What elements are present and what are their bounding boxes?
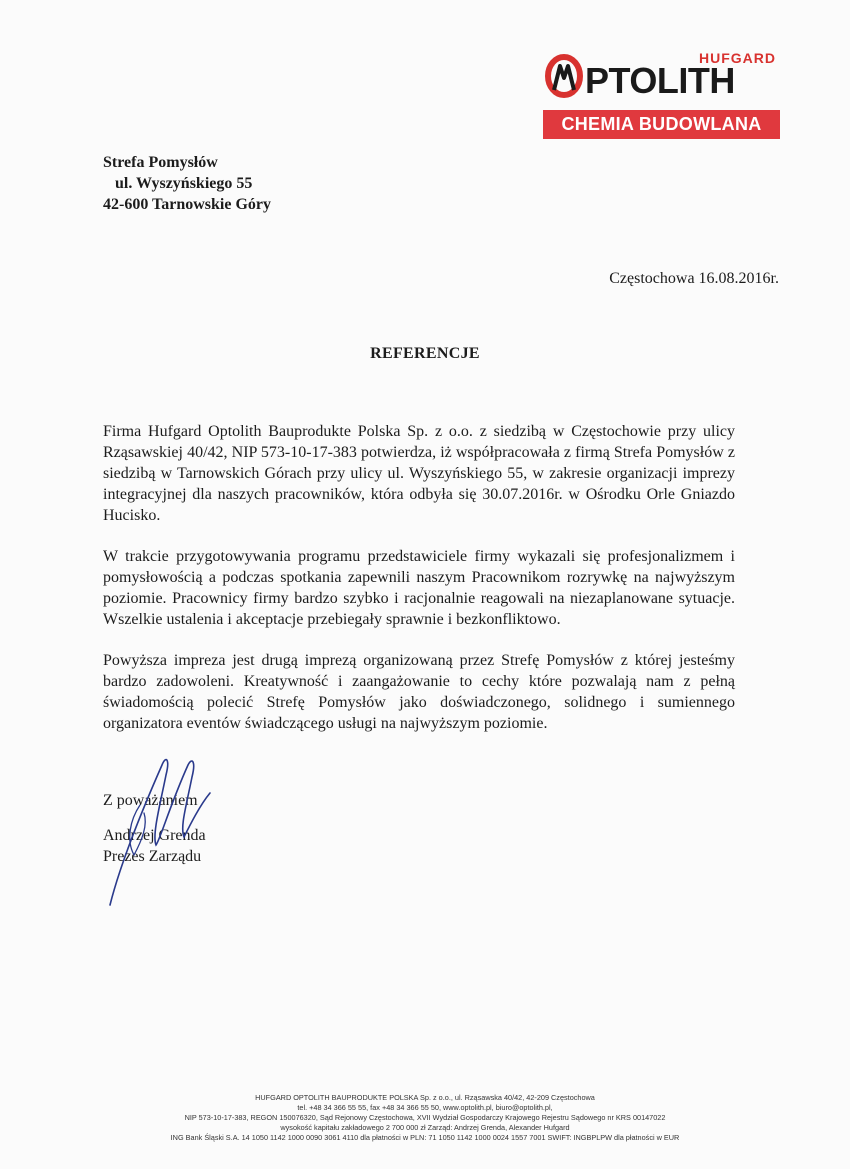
logo-top: [543, 50, 780, 104]
letter-date: Częstochowa 16.08.2016r.: [609, 270, 779, 287]
company-logo: [543, 50, 780, 140]
recipient-address: [103, 152, 271, 215]
closing-greeting: Z poważaniem: [103, 792, 198, 809]
footer-line: wysokość kapitału zakładowego 2 700 000 zł Zarząd: Andrzej Grenda, Alexander Hufgard: [280, 1123, 570, 1132]
logo-wordmark: PTOLITH: [585, 60, 735, 101]
body-paragraph: W trakcie przygotowywania programu przedstawiciele firmy wykazali się profesjonalizmem i pomysłowością a podczas spotkania zapewnili naszym Pracownikom rozrywkę na najwyższym poziomie. Pracownicy firmy bardzo szybko i racjonalnie reagowali na niezaplanowane sytuacje. Wszelkie ustalenia i akceptacje przebiegały sprawnie i bezkonfliktowo.: [103, 548, 735, 628]
body-paragraph: Firma Hufgard Optolith Bauprodukte Polska Sp. z o.o. z siedzibą w Częstochowie przy ulicy Rząsawskiej 40/42, NIP 573-10-17-383 potwierdza, iż współpracowała z firmą Strefa Pomysłów z siedzibą w Tarnowskich Górach przy ulicy ul. Wyszyńskiego 55, w zakresie organizacji imprezy integracyjnej dla naszych pracowników, która odbyła się 30.07.2016r. w Ośrodku Orle Gniazdo Hucisko.: [103, 423, 735, 524]
footer-line: tel. +48 34 366 55 55, fax +48 34 366 55 50, www.optolith.pl, biuro@optolith.pl,: [297, 1103, 553, 1112]
recipient-street: ul. Wyszyńskiego 55: [115, 175, 253, 192]
signer-position: Prezes Zarządu: [103, 848, 202, 865]
letter-title: REFERENCJE: [370, 345, 480, 362]
footer-line: HUFGARD OPTOLITH BAUPRODUKTE POLSKA Sp. z o.o., ul. Rząsawska 40/42, 42-209 Częstochowa: [255, 1093, 595, 1102]
logo-hufgard-text: HUFGARD: [699, 50, 776, 66]
recipient-city: 42-600 Tarnowskie Góry: [103, 196, 272, 213]
company-footer: [0, 1093, 850, 1143]
logo-tagline: CHEMIA BUDOWLANA: [543, 110, 780, 139]
body-paragraph: Powyższa impreza jest drugą imprezą organizowaną przez Strefę Pomysłów z której jesteśmy bardzo zadowoleni. Kreatywność i zaangażowanie to cechy które pozwalają nam z pełną świadomością polecić Strefę Pomysłów jako doświadczonego, solidnego i sumiennego organizatora eventów świadczącego usługi na najwyższym poziomie.: [103, 652, 735, 732]
footer-line: NIP 573-10-17-383, REGON 150076320, Sąd Rejonowy Częstochowa, XVII Wydział Gospodarczy Krajowego Rejestru Sądowego nr KRS 00147022: [184, 1113, 666, 1122]
handwritten-signature: [100, 745, 230, 910]
letter-body: [103, 421, 735, 754]
footer-line: ING Bank Śląski S.A. 14 1050 1142 1000 0090 3061 4110 dla płatności w PLN: 71 1050 1142 1000 0024 1557 7001 SWIFT: INGBPLPW dla płatności w EUR: [170, 1133, 680, 1142]
signer-name: Andrzej Grenda: [103, 827, 206, 844]
logo-o-emblem-icon: [545, 54, 583, 98]
recipient-name: Strefa Pomysłów: [103, 154, 218, 171]
